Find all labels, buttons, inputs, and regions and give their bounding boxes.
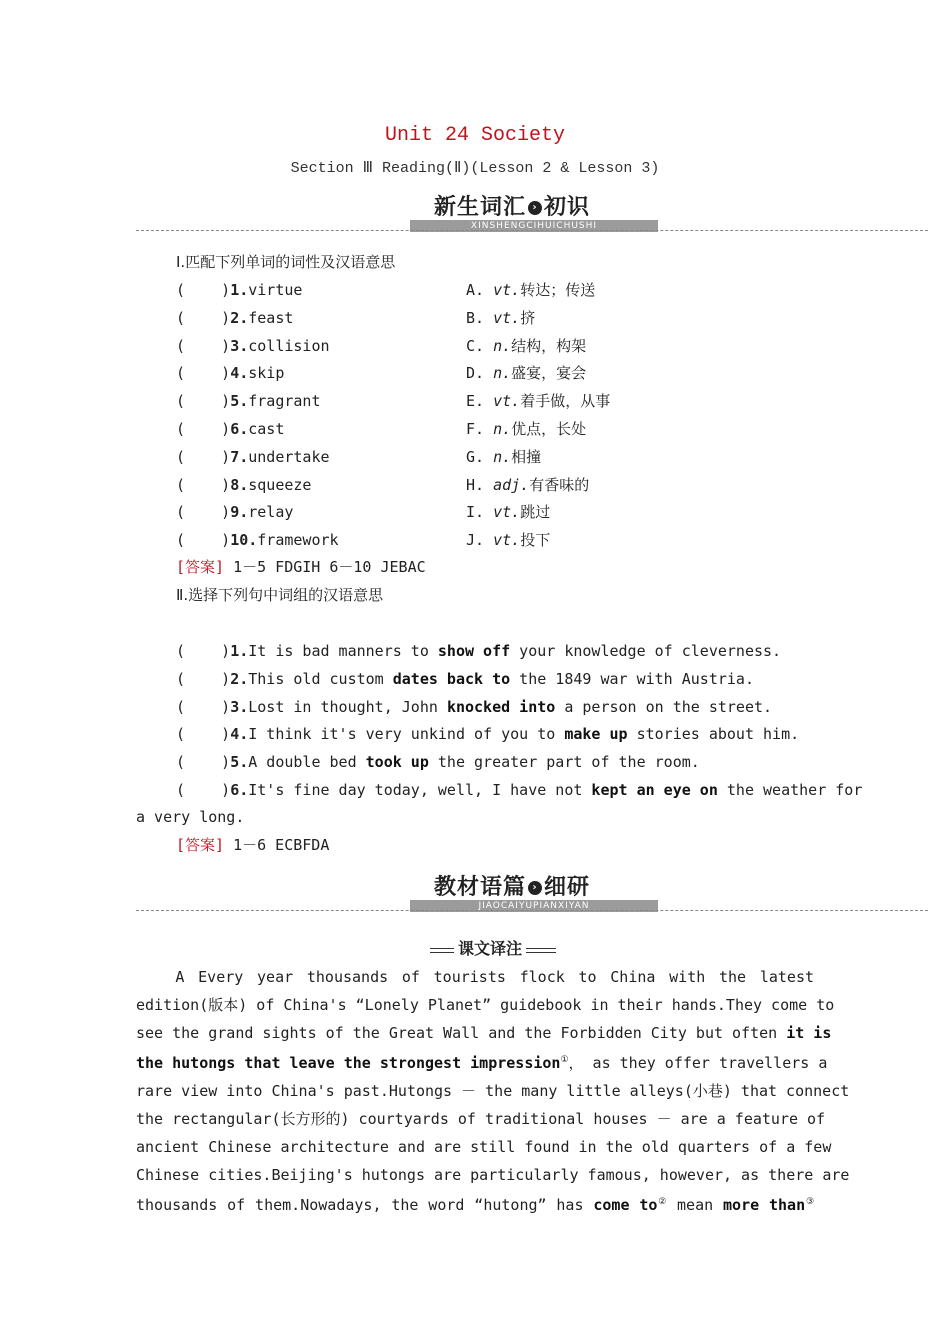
meaning-option: J. vt.投下 [466,531,551,550]
word-row: ( )9.relay [176,503,294,522]
passage-line: thousands of them.Nowadays, the word “hutong” has come to② mean more than③ [136,1196,815,1215]
sentence-row: ( )4.I think it's very unkind of you to make up stories about him. [176,725,800,744]
word-row: ( )6.cast [176,420,285,438]
sentence-row: ( )1.It is bad manners to show off your knowledge of cleverness. [176,642,782,660]
part2-heading: Ⅱ.选择下列句中词组的汉语意思 [176,586,384,604]
passage-line: Chinese cities.Beijing's hutongs are particularly famous, however, as there are [136,1165,850,1184]
meaning-option: E. vt.着手做，从事 [466,392,611,411]
word-row: ( )10.framework [176,531,339,550]
sentence-row: ( )2.This old custom dates back to the 1849 war with Austria. [176,669,754,688]
passage-line: rare view into China's past.Hutongs － the many little alleys(小巷) that connect [136,1082,850,1101]
word-row: ( )7.undertake [176,447,330,466]
section-banner-reading: 教材语篇 › 细研 JIAOCAIYUPIANXIYAN [410,870,658,916]
word-row: ( )2.feast [176,308,294,327]
meaning-option: I. vt.跳过 [466,503,551,522]
part2-answer: [答案] 1－6 ECBFDA [176,836,330,854]
sentence-row: ( )6.It's fine day today, well, I have not kept an eye on the weather for [176,781,863,799]
part1-answer: [答案] 1－5 FDGIH 6－10 JEBAC [176,558,426,576]
passage-line: A Every year thousands of tourists flock to China with the latest [136,968,814,986]
sentence-continuation: a very long. [136,808,245,826]
word-row: ( )5.fragrant [176,392,321,411]
meaning-option: D. n.盛宴，宴会 [466,364,587,383]
divider [136,910,928,911]
passage-line: see the grand sights of the Great Wall and the Forbidden City but often it is [136,1023,832,1042]
meaning-option: F. n.优点，长处 [466,420,587,438]
meaning-option: A. vt.转达；传送 [466,281,596,299]
passage-line: edition(版本) of China's “Lonely Planet” guidebook in their hands.They come to [136,995,835,1014]
page-title: Unit 24 Society [384,124,566,147]
passage-line: ancient Chinese architecture and are still found in the old quarters of a few [136,1137,832,1156]
divider [136,230,928,231]
chevron-right-icon: › [528,881,542,895]
notes-title: 课文译注 [430,936,556,958]
word-row: ( )1.virtue [176,281,303,299]
meaning-option: C. n.结构，构架 [466,336,587,355]
part1-heading: Ⅰ.匹配下列单词的词性及汉语意思 [176,253,396,271]
passage-line: the hutongs that leave the strongest impression①， as they offer travellers a [136,1054,828,1073]
word-row: ( )3.collision [176,336,330,355]
meaning-option: H. adj.有香味的 [466,475,590,494]
word-row: ( )8.squeeze [176,475,312,494]
sentence-row: ( )5.A double bed took up the greater part of the room. [176,753,700,772]
meaning-option: G. n.相撞 [466,447,542,466]
sentence-row: ( )3.Lost in thought, John knocked into a person on the street. [176,697,773,716]
passage-line: the rectangular(长方形的) courtyards of traditional houses － are a feature of [136,1109,826,1128]
section-banner-vocabulary: 新生词汇 › 初识 XINSHENGCIHUICHUSHI [410,190,658,236]
word-row: ( )4.skip [176,364,285,383]
chevron-right-icon: › [528,201,542,215]
passage [136,964,850,1220]
meaning-option: B. vt.挤 [466,308,536,327]
page-subtitle: Section Ⅲ Reading(Ⅱ)(Lesson 2 & Lesson 3) [290,160,660,177]
